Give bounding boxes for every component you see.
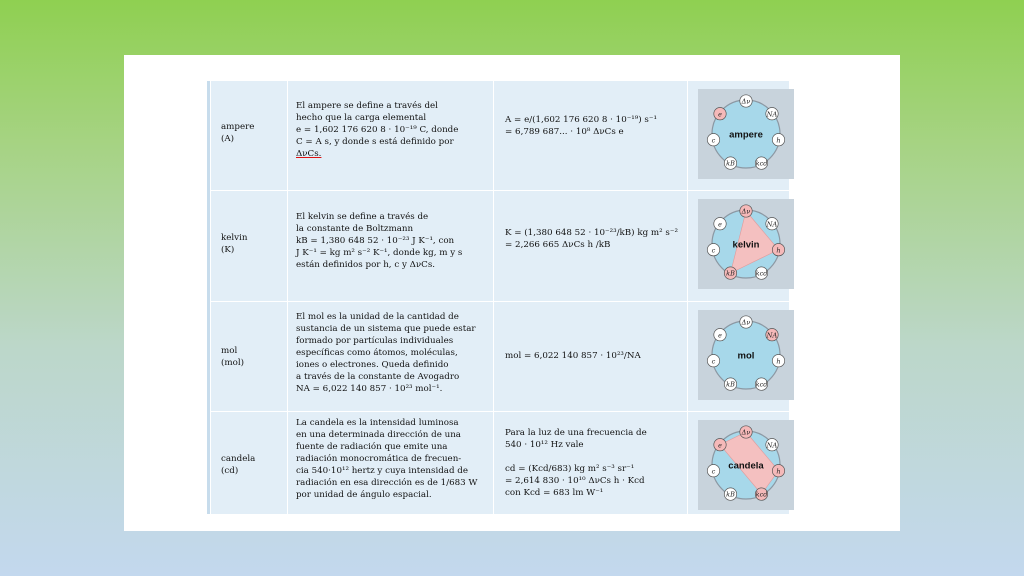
constant-node-label: e (718, 110, 722, 119)
definition-line: radiación en esa dirección es de 1/683 W (296, 478, 478, 488)
constant-node-label: h (776, 246, 781, 255)
si-units-table (207, 81, 789, 514)
unit-ring-label: kelvin (732, 239, 760, 251)
constants-ring-diagram (698, 310, 794, 400)
definition-line: están definidos por h, c y ΔνCs. (296, 260, 436, 270)
definition-line: La candela es la intensidad luminosa (296, 418, 459, 428)
diagram-cell (687, 302, 789, 411)
equation-line: = 6,789 687... · 10⁸ ΔνCs e (505, 127, 624, 137)
unit-symbol: (K) (221, 245, 235, 255)
definition-line: radiación monocromática de frecuen- (296, 454, 462, 464)
constant-node-label: NA (766, 220, 778, 229)
constant-node-label: Δν (741, 207, 751, 216)
table-row-kelvin (210, 190, 789, 301)
constant-node-label: Δν (741, 97, 751, 106)
constant-node-label: Δν (741, 318, 751, 327)
constant-node-label: kB (726, 269, 735, 278)
equation-cell (493, 81, 687, 190)
definition-line: fuente de radiación que emite una (296, 442, 448, 452)
unit-name: ampere (221, 122, 255, 132)
constant-node-label: NA (766, 331, 778, 340)
constant-node-label: kB (726, 159, 735, 168)
constant-node-label: c (711, 357, 716, 366)
definition-line: iones o electrones. Queda definido (296, 360, 449, 370)
unit-symbol: (cd) (221, 466, 239, 476)
definition-cell (287, 412, 493, 514)
unit-cell (210, 191, 287, 301)
constant-node-label: kcd (755, 159, 768, 168)
diagram-cell (687, 412, 789, 514)
equation-line: = 2,614 830 · 10¹⁰ ΔνCs h · Kcd (505, 476, 645, 486)
equation-line: 540 · 10¹² Hz vale (505, 440, 584, 450)
constant-node-label: kcd (755, 490, 768, 499)
unit-name: candela (221, 454, 256, 464)
equation-line: mol = 6,022 140 857 · 10²³/NA (505, 351, 641, 361)
constant-node-label: c (711, 246, 716, 255)
constant-node-label: e (718, 441, 722, 450)
unit-cell (210, 81, 287, 190)
equation-line: cd = (Kcd/683) kg m² s⁻³ sr⁻¹ (505, 464, 635, 474)
unit-ring-label: candela (728, 460, 764, 472)
definition-line: cia 540·10¹² hertz y cuya intensidad de (296, 466, 469, 476)
constant-node-label: h (776, 136, 781, 145)
definition-line: específicas como átomos, moléculas, (296, 348, 458, 358)
unit-symbol: (A) (221, 134, 235, 144)
equation-cell (493, 302, 687, 411)
equation-cell (493, 191, 687, 301)
constant-node-label: kB (726, 490, 735, 499)
constant-node-label: e (718, 331, 722, 340)
equation-line: Para la luz de una frecuencia de (505, 428, 647, 438)
constant-node-label: kcd (755, 380, 768, 389)
definition-line: formado por partículas individuales (296, 336, 454, 346)
definition-line: C = A s, y donde s está definido por (296, 137, 454, 147)
unit-name: mol (221, 346, 238, 356)
definition-line: e = 1,602 176 620 8 · 10⁻¹⁹ C, donde (296, 125, 459, 135)
constant-node-label: h (776, 467, 781, 476)
constants-ring-diagram (698, 89, 794, 179)
unit-name: kelvin (221, 233, 248, 243)
unit-cell (210, 412, 287, 514)
equation-line: K = (1,380 648 52 · 10⁻²³/kB) kg m² s⁻² (505, 228, 678, 238)
definition-line: en una determinada dirección de una (296, 430, 461, 440)
diagram-cell (687, 81, 789, 190)
constants-ring-diagram (698, 199, 794, 289)
definition-cell (287, 302, 493, 411)
definition-line: a través de la constante de Avogadro (296, 372, 460, 382)
unit-symbol: (mol) (221, 358, 245, 368)
slide (124, 55, 900, 531)
definition-line: El ampere se define a través del (296, 101, 438, 111)
definition-cell (287, 191, 493, 301)
constant-node-label: kB (726, 380, 735, 389)
definition-line: hecho que la carga elemental (296, 113, 427, 123)
constant-node-label: kcd (755, 269, 768, 278)
definition-line: J K⁻¹ = kg m² s⁻² K⁻¹, donde kg, m y s (296, 248, 463, 258)
constant-node-label: c (711, 467, 716, 476)
constants-ring-diagram (698, 420, 794, 510)
constant-node-label: NA (766, 110, 778, 119)
unit-ring-label: mol (737, 350, 755, 362)
constant-node-label: e (718, 220, 722, 229)
definition-line: El mol es la unidad de la cantidad de (296, 312, 459, 322)
table-row-ampere (210, 81, 789, 190)
table-row-mol (210, 301, 789, 411)
definition-line: ΔνCs. (296, 149, 322, 159)
unit-ring-label: ampere (729, 129, 763, 141)
constant-node-label: NA (766, 441, 778, 450)
table-row-candela (210, 411, 789, 514)
definition-line: sustancia de un sistema que puede estar (296, 324, 476, 334)
unit-cell (210, 302, 287, 411)
definition-line: la constante de Boltzmann (296, 224, 414, 234)
definition-line: por unidad de ángulo espacial. (296, 490, 432, 500)
definition-cell (287, 81, 493, 190)
definition-line: El kelvin se define a través de (296, 212, 429, 222)
definition-line: kB = 1,380 648 52 · 10⁻²³ J K⁻¹, con (296, 236, 455, 246)
equation-line: A = e/(1,602 176 620 8 · 10⁻¹⁹) s⁻¹ (505, 115, 657, 125)
constant-node-label: Δν (741, 428, 751, 437)
equation-cell (493, 412, 687, 514)
equation-line: = 2,266 665 ΔνCs h /kB (505, 240, 611, 250)
constant-node-label: h (776, 357, 781, 366)
diagram-cell (687, 191, 789, 301)
definition-line: NA = 6,022 140 857 · 10²³ mol⁻¹. (296, 384, 443, 394)
equation-line: con Kcd = 683 lm W⁻¹ (505, 488, 604, 498)
constant-node-label: c (711, 136, 716, 145)
